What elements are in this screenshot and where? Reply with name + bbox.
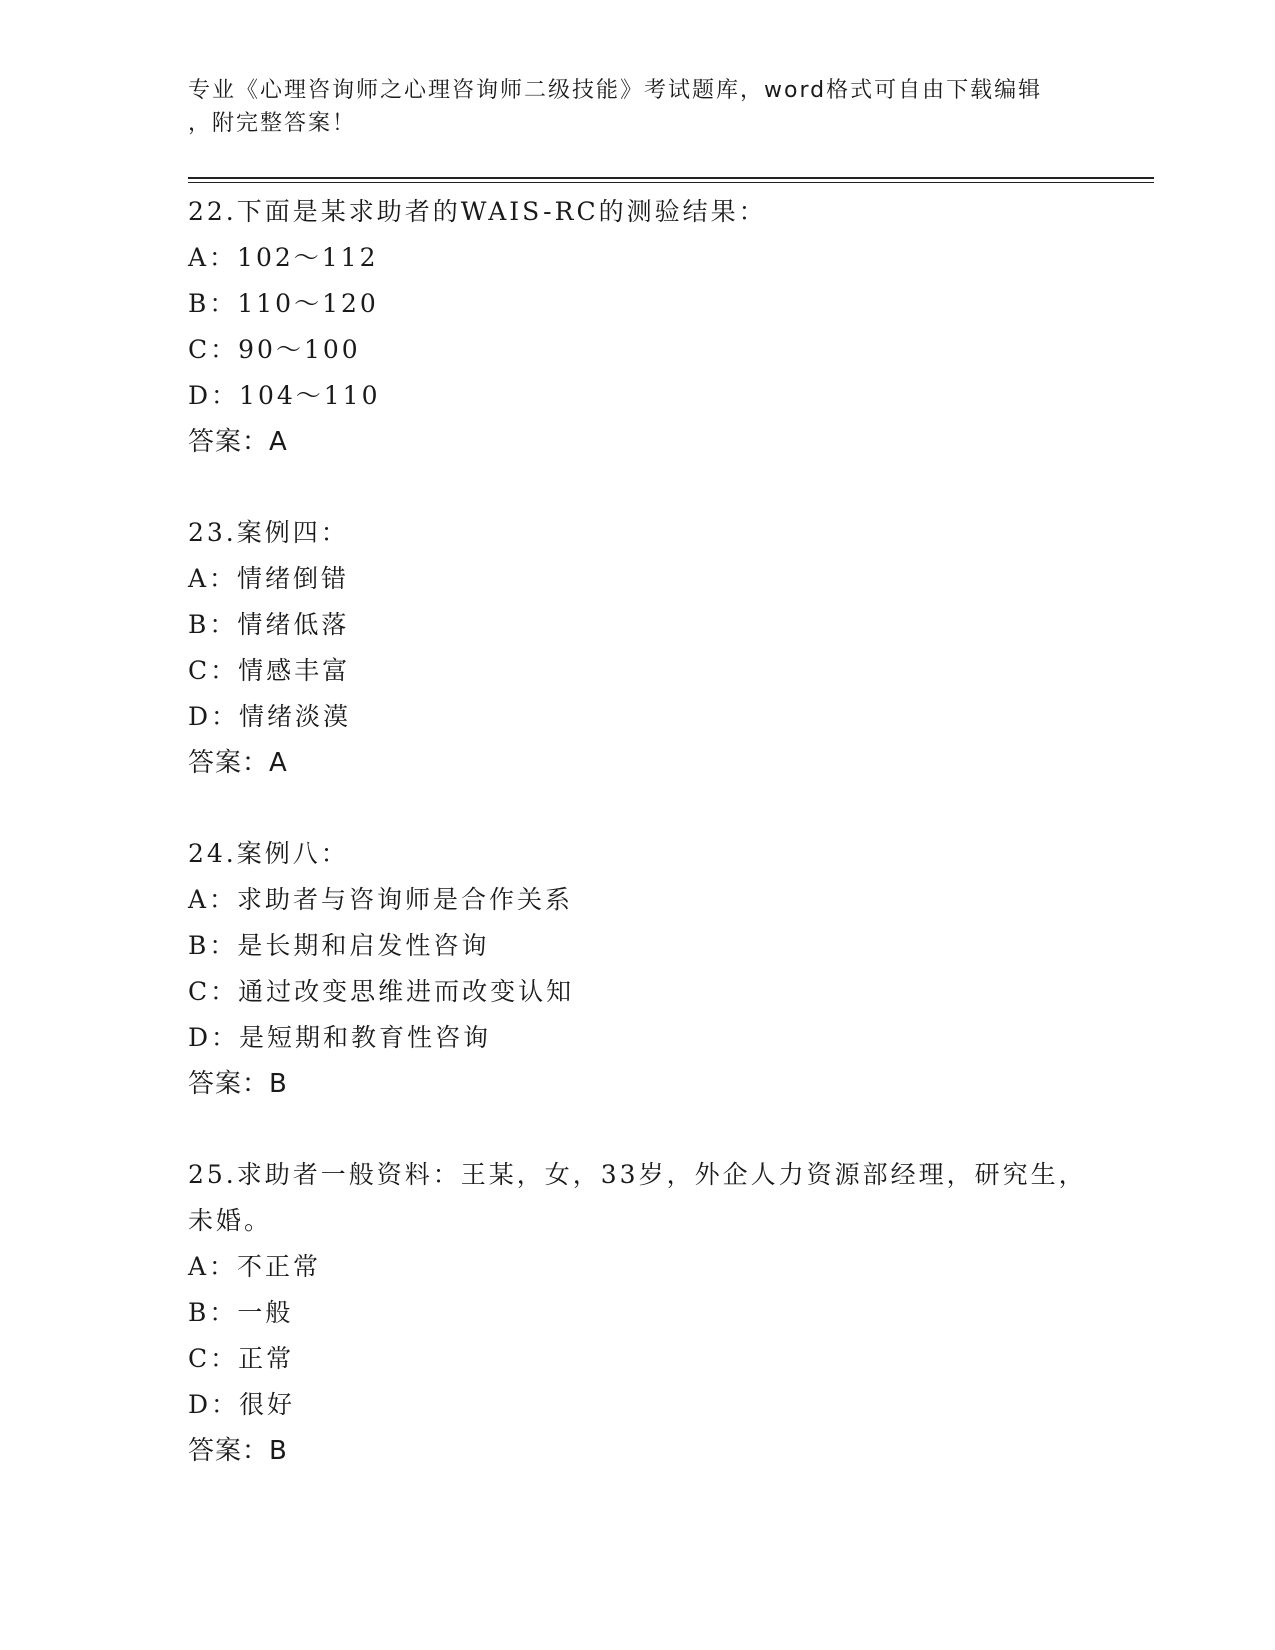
answer: 答案：B	[188, 1069, 288, 1099]
option-a: A：情绪倒错	[188, 564, 350, 593]
question-23	[188, 510, 1088, 786]
option-a: A：不正常	[188, 1252, 322, 1281]
question-stem: 23.案例四：	[188, 518, 349, 547]
answer: 答案：A	[188, 427, 288, 457]
option-c: C：90～100	[188, 335, 361, 364]
header-line-2: ，附完整答案！	[188, 111, 357, 136]
question-list	[188, 189, 1088, 1519]
option-b: B：是长期和启发性咨询	[188, 931, 490, 960]
option-c: C：正常	[188, 1344, 295, 1373]
option-c: C：通过改变思维进而改变认知	[188, 977, 575, 1006]
header-divider-thin	[188, 182, 1154, 183]
question-24	[188, 831, 1088, 1107]
option-d: D：情绪淡漠	[188, 702, 352, 731]
option-d: D：很好	[188, 1390, 296, 1419]
option-d: D：104～110	[188, 381, 381, 410]
answer: 答案：A	[188, 748, 288, 778]
option-c: C：情感丰富	[188, 656, 351, 685]
document-header	[188, 74, 1088, 140]
question-stem: 25.求助者一般资料：王某，女，33岁，外企人力资源部经理，研究生，未婚。	[188, 1160, 1087, 1235]
option-d: D：是短期和教育性咨询	[188, 1023, 492, 1052]
question-stem: 24.案例八：	[188, 839, 349, 868]
question-stem: 22.下面是某求助者的WAIS-RC的测验结果：	[188, 197, 767, 226]
header-divider-thick	[188, 177, 1154, 179]
question-25	[188, 1152, 1088, 1474]
question-22	[188, 189, 1088, 465]
option-b: B：情绪低落	[188, 610, 350, 639]
option-b: B：110～120	[188, 289, 379, 318]
header-line-1: 专业《心理咨询师之心理咨询师二级技能》考试题库，word格式可自由下载编辑	[188, 78, 1043, 103]
answer: 答案：B	[188, 1436, 288, 1466]
option-a: A：102～112	[188, 243, 379, 272]
option-b: B：一般	[188, 1298, 294, 1327]
option-a: A：求助者与咨询师是合作关系	[188, 885, 574, 914]
